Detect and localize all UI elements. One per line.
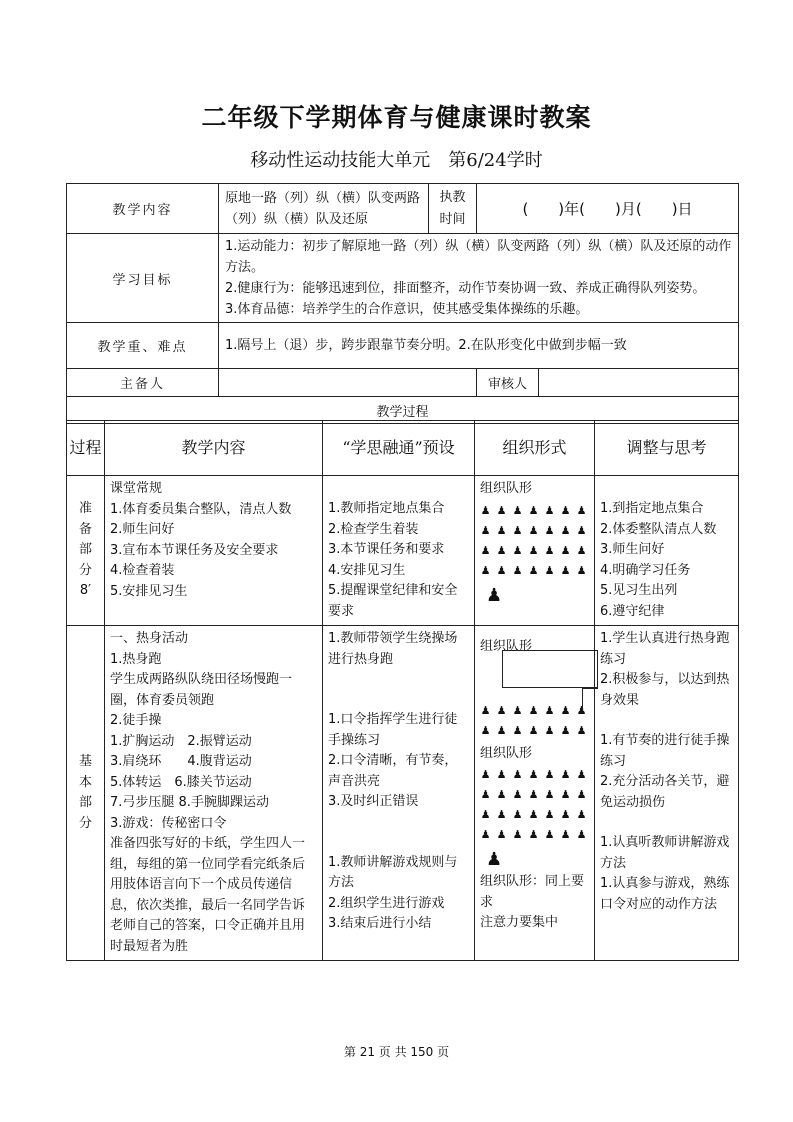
col-adjust: 调整与思考 — [595, 421, 739, 476]
reviewer-value — [539, 369, 739, 397]
lesson-header-table — [66, 183, 739, 424]
content-text: 原地一路（列）纵（横）队变两路（列）纵（横）队及还原 — [219, 184, 429, 234]
goals-text: 1.运动能力：初步了解原地一路（列）纵（横）队变两路（列）纵（横）队及还原的动作方法。 2.健康行为：能够迅速到位，排面整齐，动作节奏协调一致、养成正确得队列姿势。 3.体育品德：培养学生的合作意识，使其感受集体操练的乐趣。 — [219, 234, 739, 323]
page-title: 二年级下学期体育与健康课时教案 — [201, 103, 592, 132]
col-content: 教学内容 — [105, 421, 323, 476]
formation-row: ♟ ♟ ♟ ♟ ♟ ♟ ♟ — [480, 788, 587, 801]
prep-preset: 1.教师指定地点集合 2.检查学生着装 3.本节课任务和要求 4.安排见习生 5.提醒课堂纪律和安全要求 — [323, 476, 475, 626]
lesson-number: 第6/24学时 — [448, 150, 543, 171]
formation-row: ♟ ♟ ♟ ♟ ♟ ♟ ♟ — [480, 828, 587, 841]
date-field: ( )年( )月( )日 — [477, 184, 739, 234]
process-table — [66, 420, 739, 961]
formation-row: ♟ ♟ ♟ ♟ ♟ ♟ ♟ — [480, 723, 587, 737]
prep-row — [67, 476, 739, 626]
basic-phase: 基 本 部 分 — [67, 626, 105, 961]
basic-preset: 1.教师带领学生绕操场进行热身跑 1.口令指挥学生进行徒手操练习 2.口令清晰，有节奏，声音洪亮 3.及时纠正错误 1.教师讲解游戏规则与方法 2.组织学生进行游戏 3.结束后进行小结 — [323, 626, 475, 961]
formation-row: ♟ ♟ ♟ ♟ ♟ ♟ ♟ — [480, 768, 587, 781]
formation-row: ♟ ♟ ♟ ♟ ♟ ♟ ♟ — [480, 703, 587, 717]
key-points-text: 1.隔号上（退）步，跨步跟靠节奏分明。2.在队形变化中做到步幅一致 — [219, 323, 739, 369]
basic-form: 组织队形 ♟ ♟ ♟ ♟ ♟ ♟ ♟ ♟ ♟ ♟ ♟ ♟ ♟ ♟ 组织队形 ♟ ♟ ♟ ♟ ♟ ♟ ♟ ♟ ♟ ♟ ♟ ♟ ♟ ♟ ♟ ♟ ♟ ♟ ♟ ♟ ♟ ♟ ♟ ♟ ♟ ♟ ♟ ♟ ♟ 组织队形：同上要求 注意力要集中 — [475, 626, 595, 961]
prep-phase: 准 备 部 分 8′ — [67, 476, 105, 626]
formation-row: ♟ ♟ ♟ ♟ ♟ ♟ ♟ — [480, 543, 587, 557]
blank-box — [502, 650, 598, 688]
unit-name: 移动性运动技能大单元 — [250, 150, 431, 171]
col-process: 过程 — [67, 421, 105, 476]
reviewer-label: 审核人 — [477, 369, 539, 397]
process-label: 教学过程 — [67, 397, 739, 424]
basic-row — [67, 626, 739, 961]
prep-adjust: 1.到指定地点集合 2.体委整队清点人数 3.师生问好 4.明确学习任务 5.见习生出列 6.遵守纪律 — [595, 476, 739, 626]
preparer-label: 主备人 — [67, 369, 219, 397]
exec-time-label: 执教 时间 — [429, 184, 477, 234]
basic-adjust: 1.学生认真进行热身跑练习 2.积极参与，以达到热身效果 1.有节奏的进行徒手操练习 2.充分活动各关节，避免运动损伤 1.认真听教师讲解游戏方法 1.认真参与游戏，熟练口令对应的动作方法 — [595, 626, 739, 961]
col-preset: “学思融通”预设 — [323, 421, 475, 476]
formation-row: ♟ ♟ ♟ ♟ ♟ ♟ ♟ — [480, 808, 587, 821]
preparer-value — [219, 369, 477, 397]
formation-row: ♟ ♟ ♟ ♟ ♟ ♟ ♟ — [480, 503, 587, 517]
page-subtitle — [0, 146, 793, 172]
content-label: 教学内容 — [67, 184, 219, 234]
formation-row: ♟ ♟ ♟ ♟ ♟ ♟ ♟ — [480, 523, 587, 537]
key-points-label: 教学重、难点 — [67, 323, 219, 369]
prep-form: 组织队形 ♟ ♟ ♟ ♟ ♟ ♟ ♟ ♟ ♟ ♟ ♟ ♟ ♟ ♟ ♟ ♟ ♟ ♟ ♟ ♟ ♟ ♟ ♟ ♟ ♟ ♟ ♟ ♟ ♟ — [475, 476, 595, 626]
goals-label: 学习目标 — [67, 234, 219, 323]
teacher-icon: ♟ — [486, 584, 503, 606]
page-footer: 第 21 页 共 150 页 — [343, 1045, 450, 1059]
teacher-icon: ♟ — [486, 849, 503, 870]
formation-row: ♟ ♟ ♟ ♟ ♟ ♟ ♟ — [480, 563, 587, 577]
basic-content: 一、热身活动 1.热身跑 学生成两路纵队绕田径场慢跑一圈，体育委员领跑 2.徒手操 1.扩胸运动 2.振臂运动 3.肩绕环 4.腹背运动 5.体转运 6.膝关节运动 7.弓步压腿 8.手腕脚踝运动 3.游戏：传秘密口令 准备四张写好的卡纸，学生四人一组，每组的第一位同学看完纸条后用肢体语言向下一个成员传递信息，依次类推，最后一名同学告诉老师自己的答案，口令正确并且用时最短者为胜 — [105, 626, 323, 961]
prep-content: 课堂常规 1.体育委员集合整队，清点人数 2.师生问好 3.宣布本节课任务及安全要求 4.检查着装 5.安排见习生 — [105, 476, 323, 626]
connector-line — [582, 688, 598, 710]
col-form: 组织形式 — [475, 421, 595, 476]
